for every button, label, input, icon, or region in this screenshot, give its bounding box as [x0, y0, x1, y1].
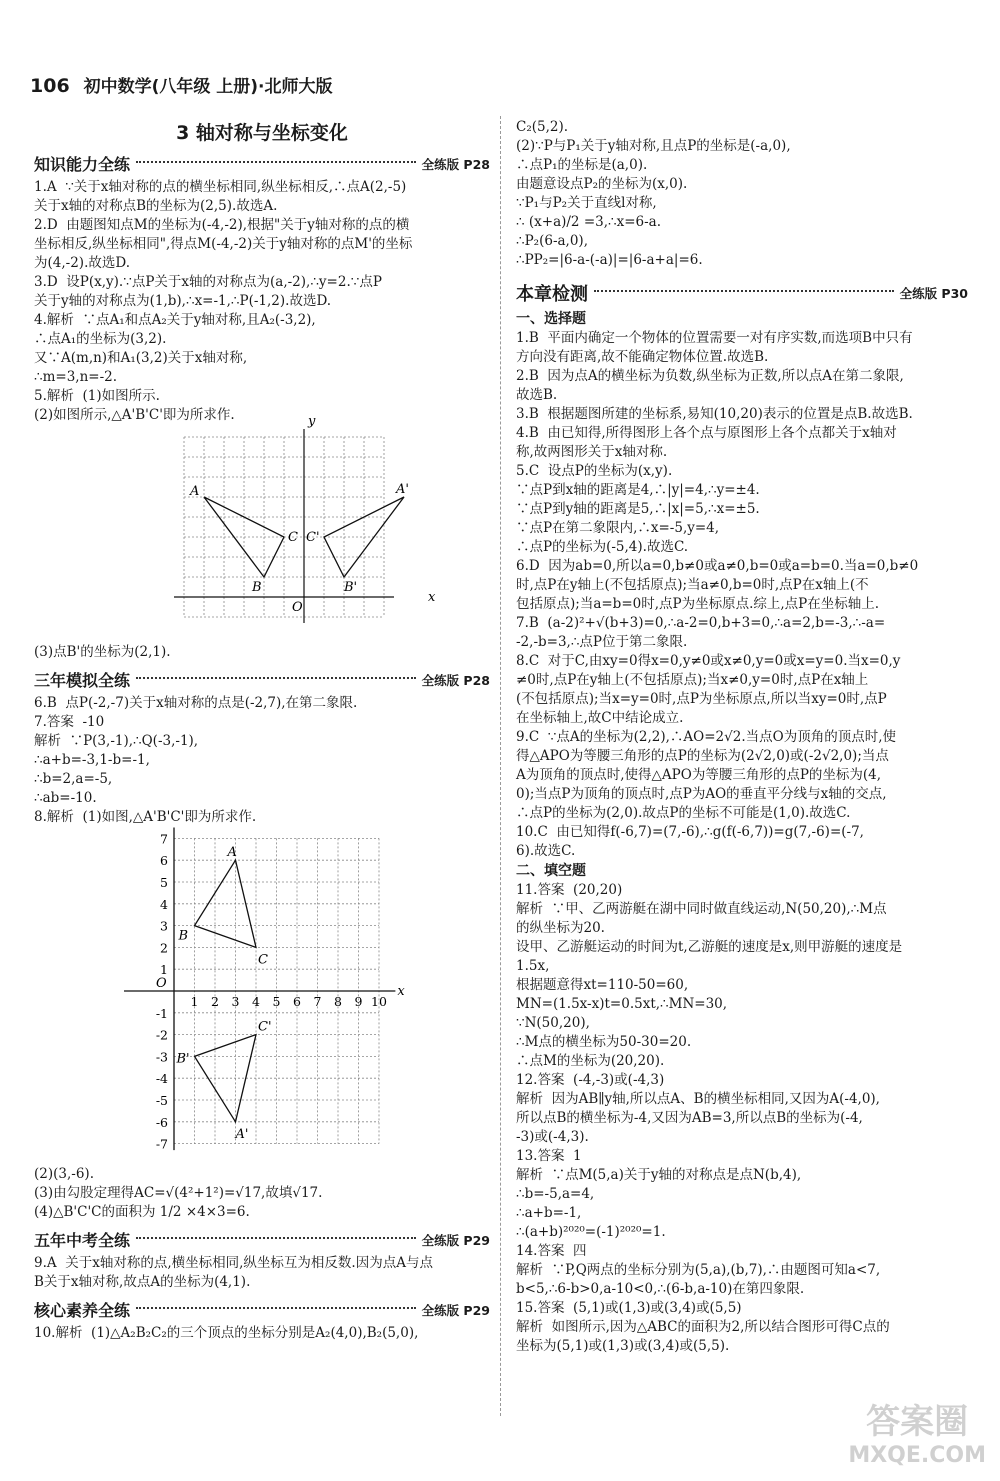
- text-line: (2)(3,-6).: [34, 1166, 94, 1182]
- text-line: 2.D 由题图知点M的坐标为(-4,-2),根据"关于y轴对称的点的横: [34, 217, 410, 233]
- y-tick-label: 7: [160, 831, 168, 847]
- section-header-chapter-test: [516, 280, 968, 306]
- text-line: 解析 ∵P,Q两点的坐标分别为(5,a),(b,7),∴由题图可知a<7,: [516, 1262, 881, 1278]
- text-line: 时,点P在y轴上(不包括原点);当a≠0,b=0时,点P在x轴上(不: [516, 577, 869, 593]
- y-tick-label: -4: [155, 1071, 168, 1087]
- text-line: 解析 ∵甲、乙两游艇在湖中同时做直线运动,N(50,20),∴M点: [516, 901, 887, 917]
- point-label: A': [396, 482, 409, 497]
- text-line: 方向没有距离,故不能确定物体位置.故选B.: [516, 349, 769, 365]
- section-header-title: 知识能力全练: [34, 155, 131, 174]
- text-line: 坐标为(5,1)或(1,3)或(3,4)或(5,5).: [516, 1338, 730, 1354]
- text-line: 7.答案 -10: [34, 714, 105, 730]
- x-tick-label: 6: [293, 994, 301, 1009]
- text-line: ∴M点的横坐标为50-30=20.: [516, 1034, 692, 1050]
- text-line: 9.C ∵点A的坐标为(2,2),∴AO=2√2.当点O为顶角的顶点时,使: [516, 729, 896, 745]
- point-label: x: [397, 984, 405, 999]
- point-label: O: [292, 600, 303, 615]
- text-line: 包括原点);当a=b=0时,点P为坐标原点.综上,点P在坐标轴上.: [516, 596, 880, 612]
- watermark-logo: [848, 1402, 986, 1473]
- answer-block: [34, 694, 490, 827]
- text-line: 在坐标轴上,故C中结论成立.: [516, 710, 684, 726]
- left-column: [34, 118, 490, 1343]
- text-line: 坐标相反,纵坐标相同",得点M(-4,-2)关于y轴对称的点M'的坐标: [34, 236, 413, 252]
- x-tick-label: 1: [190, 994, 199, 1009]
- point-label: C': [306, 530, 320, 545]
- point-label: A: [190, 484, 200, 499]
- page-header: [30, 72, 333, 97]
- text-line: 7.B (a-2)²+√(b+3)=0,∴a-2=0,b+3=0,∴a=2,b=-3,∴-a=: [516, 615, 886, 631]
- y-tick-label: -2: [155, 1027, 168, 1043]
- text-line: 0);当点P为顶角的顶点时,点P为AO的垂直平分线与x轴的交点,: [516, 786, 887, 802]
- text-line: C₂(5,2).: [516, 119, 569, 135]
- x-tick-label: 3: [231, 994, 240, 1009]
- x-tick-label: 9: [354, 994, 363, 1009]
- leader-dots: [594, 290, 894, 292]
- text-line: ∵P₁与P₂关于直线l对称,: [516, 195, 657, 211]
- y-tick-label: -7: [155, 1136, 168, 1152]
- watermark-line-1: 答案圈: [866, 1402, 969, 1442]
- text-line: ∴PP₂=|6-a-(-a)|=|6-a+a|=6.: [516, 252, 703, 268]
- text-line: 所以点B的横坐标为-4,又因为AB=3,所以点B的坐标为(-4,: [516, 1110, 863, 1126]
- text-line: (不包括原点);当x=y=0时,点P为坐标原点,所以当xy=0时,点P: [516, 691, 887, 707]
- section-header-ref: 全练版 P28: [421, 156, 490, 172]
- text-line: 6.B 点P(-2,-7)关于x轴对称的点是(-2,7),在第二象限.: [34, 695, 358, 711]
- section-header-title: 三年模拟全练: [34, 671, 131, 690]
- text-line: ∴点P的坐标为(2,0).故点P的坐标不可能是(1,0).故选C.: [516, 805, 851, 821]
- text-line: ∴ (x+a)/2 =3,∴x=6-a.: [516, 214, 662, 230]
- leader-dots: [136, 677, 416, 679]
- text-line: 15.答案 (5,1)或(1,3)或(3,4)或(5,5): [516, 1300, 742, 1316]
- text-line: 6.D 因为ab=0,所以a=0,b≠0或a≠0,b=0或a=b=0.当a=0,b≠0: [516, 558, 919, 574]
- text-line: 解析 ∵点M(5,a)关于y轴的对称点是点N(b,4),: [516, 1167, 802, 1183]
- text-line: ≠0时,点P在y轴上(不包括原点);当x≠0,y=0时,点P在x轴上: [516, 672, 869, 688]
- text-line: ∵点P在第二象限内,∴x=-5,y=4,: [516, 520, 720, 536]
- y-tick-label: 6: [160, 853, 168, 869]
- text-line: 得△APO为等腰三角形的点P的坐标为(2√2,0)或(-2√2,0);当点: [516, 748, 889, 764]
- answer-block: [34, 1254, 490, 1292]
- text-line: 12.答案 (-4,-3)或(-4,3): [516, 1072, 665, 1088]
- text-line: 14.答案 四: [516, 1243, 587, 1259]
- section-header-ref: 全练版 P30: [899, 286, 968, 301]
- x-tick-label: 7: [313, 994, 322, 1009]
- x-tick-label: 8: [334, 994, 342, 1009]
- point-label: C: [258, 952, 268, 968]
- section-header-knowledge: [34, 152, 490, 175]
- text-line: 4.B 由已知得,所得图形上各个点与原图形上各个点都关于x轴对: [516, 425, 897, 441]
- text-line: 11.答案 (20,20): [516, 882, 623, 898]
- answer-block: [516, 329, 968, 861]
- point-label: A: [227, 845, 237, 861]
- text-line: 5.解析 (1)如图所示.: [34, 388, 160, 404]
- section-header-core: [34, 1298, 490, 1321]
- text-line: (3)由勾股定理得AC=√(4²+1²)=√17,故填√17.: [34, 1185, 323, 1201]
- x-tick-label: 4: [252, 994, 260, 1009]
- text-line: ∴a+b=-1,: [516, 1205, 582, 1221]
- text-line: ∴点A₁的坐标为(3,2).: [34, 331, 167, 347]
- page-number: 106: [30, 75, 70, 97]
- text-line: 10.C 由已知得f(-6,7)=(7,-6),∴g(f(-6,7))=g(7,-6)=(-7,: [516, 824, 864, 840]
- section-header-title: 核心素养全练: [34, 1301, 131, 1320]
- text-line: MN=(1.5x-x)t=0.5xt,∴MN=30,: [516, 996, 728, 1012]
- text-line: 关于x轴的对称点B的坐标为(2,5).故选A.: [34, 198, 278, 214]
- section-header-ref: 全练版 P29: [421, 1302, 490, 1318]
- point-label: B': [344, 580, 358, 595]
- text-line: b<5,∴6-b>0,a-10<0,∴(6-b,a-10)在第四象限.: [516, 1281, 805, 1297]
- answer-block: [34, 1165, 490, 1222]
- point-label: B: [178, 928, 189, 944]
- text-line: 3.D 设P(x,y).∵点P关于x轴的对称点为(a,-2),∴y=2.∵点P: [34, 274, 382, 290]
- point-label: y: [308, 414, 316, 429]
- text-line: 13.答案 1: [516, 1148, 582, 1164]
- text-line: 10.解析 (1)△A₂B₂C₂的三个顶点的坐标分别是A₂(4,0),B₂(5,0),: [34, 1325, 419, 1341]
- coordinate-figure-2: [34, 829, 474, 1159]
- point-label: O: [156, 976, 167, 991]
- text-line: (3)点B'的坐标为(2,1).: [34, 644, 171, 660]
- text-line: ∵N(50,20),: [516, 1015, 590, 1031]
- text-line: 6).故选C.: [516, 843, 576, 859]
- point-label: C: [288, 530, 298, 545]
- answer-block: [34, 178, 490, 425]
- text-line: ∴ab=-10.: [34, 790, 97, 806]
- section-header-three-year: [34, 668, 490, 691]
- y-tick-label: 2: [160, 940, 168, 956]
- text-line: 的纵坐标为20.: [516, 920, 605, 936]
- leader-dots: [136, 161, 416, 163]
- text-line: 2.B 因为点A的横坐标为负数,纵坐标为正数,所以点A在第二象限,: [516, 368, 904, 384]
- text-line: 称,故两图形关于x轴对称.: [516, 444, 668, 460]
- text-line: A为顶角的顶点时,使得△APO为等腰三角形的点P的坐标为(4,: [516, 767, 882, 783]
- text-line: 1.5x,: [516, 958, 550, 974]
- text-line: ∴点P₁的坐标是(a,0).: [516, 157, 648, 173]
- subhead-choice: 一、选择题: [516, 311, 586, 327]
- text-line: 解析 因为AB∥y轴,所以点A、B的横坐标相同,又因为A(-4,0),: [516, 1091, 880, 1107]
- text-line: 为(4,-2).故选D.: [34, 255, 130, 271]
- text-line: 8.C 对于C,由xy=0得x=0,y≠0或x≠0,y=0或x=y=0.当x=0,y: [516, 653, 901, 669]
- text-line: ∴(a+b)²⁰²⁰=(-1)²⁰²⁰=1.: [516, 1224, 666, 1240]
- point-label: C': [258, 1019, 272, 1035]
- text-line: ∴点M的坐标为(20,20).: [516, 1053, 665, 1069]
- point-label: x: [428, 590, 436, 605]
- section-header-title: 五年中考全练: [34, 1231, 131, 1250]
- text-line: B关于x轴对称,故点A的坐标为(4,1).: [34, 1274, 251, 1290]
- section-header-title: 本章检测: [516, 284, 588, 305]
- section-header-ref: 全练版 P29: [421, 1232, 490, 1248]
- point-label: B': [176, 1051, 190, 1067]
- answer-block: [34, 1324, 490, 1343]
- text-line: 1.B 平面内确定一个物体的位置需要一对有序实数,而选项B中只有: [516, 330, 913, 346]
- text-line: 又∵A(m,n)和A₁(3,2)关于x轴对称,: [34, 350, 248, 366]
- x-tick-label: 2: [211, 994, 219, 1009]
- x-tick-label: 10: [371, 994, 387, 1009]
- y-tick-label: -6: [155, 1114, 168, 1130]
- text-line: ∴b=2,a=-5,: [34, 771, 113, 787]
- text-line: -2,-b=3,∴点P位于第二象限.: [516, 634, 688, 650]
- text-line: 解析 ∵P(3,-1),∴Q(-3,-1),: [34, 733, 199, 749]
- y-tick-label: 5: [160, 875, 168, 890]
- leader-dots: [136, 1237, 416, 1239]
- text-line: 关于y轴的对称点为(1,b),∴x=-1,∴P(-1,2).故选D.: [34, 293, 332, 309]
- text-line: ∴b=-5,a=4,: [516, 1186, 595, 1202]
- book-title: 初中数学(八年级 上册)·北师大版: [83, 77, 333, 97]
- right-column: [516, 118, 968, 1356]
- text-line: ∴点P的坐标为(-5,4).故选C.: [516, 539, 689, 555]
- subhead-fill: 二、填空题: [516, 863, 586, 879]
- text-line: 8.解析 (1)如图,△A'B'C'即为所求作.: [34, 809, 257, 825]
- text-line: 故选B.: [516, 387, 558, 403]
- text-line: 9.A 关于x轴对称的点,横坐标相同,纵坐标互为相反数.因为点A与点: [34, 1255, 433, 1271]
- point-label: A': [235, 1126, 249, 1142]
- text-line: 根据题意得xt=110-50=60,: [516, 977, 689, 993]
- section-title: 3 轴对称与坐标变化: [176, 122, 348, 144]
- answer-block: [34, 643, 490, 662]
- text-line: 由题意设点P₂的坐标为(x,0).: [516, 176, 688, 192]
- y-tick-label: 1: [160, 962, 168, 978]
- answer-block: [516, 881, 968, 1356]
- text-line: ∵点P到x轴的距离是4,∴|y|=4,∴y=±4.: [516, 482, 760, 498]
- y-tick-label: -5: [155, 1093, 168, 1108]
- text-line: (2)∵P与P₁关于y轴对称,且点P的坐标是(-a,0),: [516, 138, 791, 154]
- text-line: 设甲、乙游艇运动的时间为t,乙游艇的速度是x,则甲游艇的速度是: [516, 939, 903, 955]
- text-line: ∴m=3,n=-2.: [34, 369, 118, 385]
- leader-dots: [136, 1307, 416, 1309]
- answer-block: [516, 118, 968, 270]
- text-line: 1.A ∵关于x轴对称的点的横坐标相同,纵坐标相反,∴点A(2,-5): [34, 179, 407, 195]
- y-tick-label: 4: [160, 896, 168, 912]
- text-line: 解析 如图所示,因为△ABC的面积为2,所以结合图形可得C点的: [516, 1319, 890, 1335]
- text-line: 4.解析 ∵点A₁和点A₂关于y轴对称,且A₂(-3,2),: [34, 312, 316, 328]
- text-line: 5.C 设点P的坐标为(x,y).: [516, 463, 673, 479]
- text-line: 3.B 根据题图所建的坐标系,易知(10,20)表示的位置是点B.故选B.: [516, 406, 913, 422]
- text-line: -3)或(-4,3).: [516, 1129, 589, 1145]
- point-label: B: [252, 580, 262, 595]
- text-line: ∵点P到y轴的距离是5,∴|x|=5,∴x=±5.: [516, 501, 760, 517]
- section-header-ref: 全练版 P28: [421, 672, 490, 688]
- y-tick-label: -3: [155, 1049, 168, 1065]
- column-divider: [500, 116, 501, 1416]
- section-header-five-year: [34, 1228, 490, 1251]
- text-line: (4)△B'C'C的面积为 1/2 ×4×3=6.: [34, 1204, 250, 1220]
- watermark-line-2: MXQE.COM: [848, 1443, 986, 1468]
- y-tick-label: -1: [155, 1005, 168, 1021]
- text-line: ∴P₂(6-a,0),: [516, 233, 588, 249]
- figure-triangles-2: [34, 829, 490, 1163]
- y-tick-label: 3: [160, 918, 168, 934]
- text-line: (2)如图所示,△A'B'C'即为所求作.: [34, 407, 235, 423]
- text-line: ∴a+b=-3,1-b=-1,: [34, 752, 150, 768]
- x-tick-label: 5: [272, 994, 281, 1009]
